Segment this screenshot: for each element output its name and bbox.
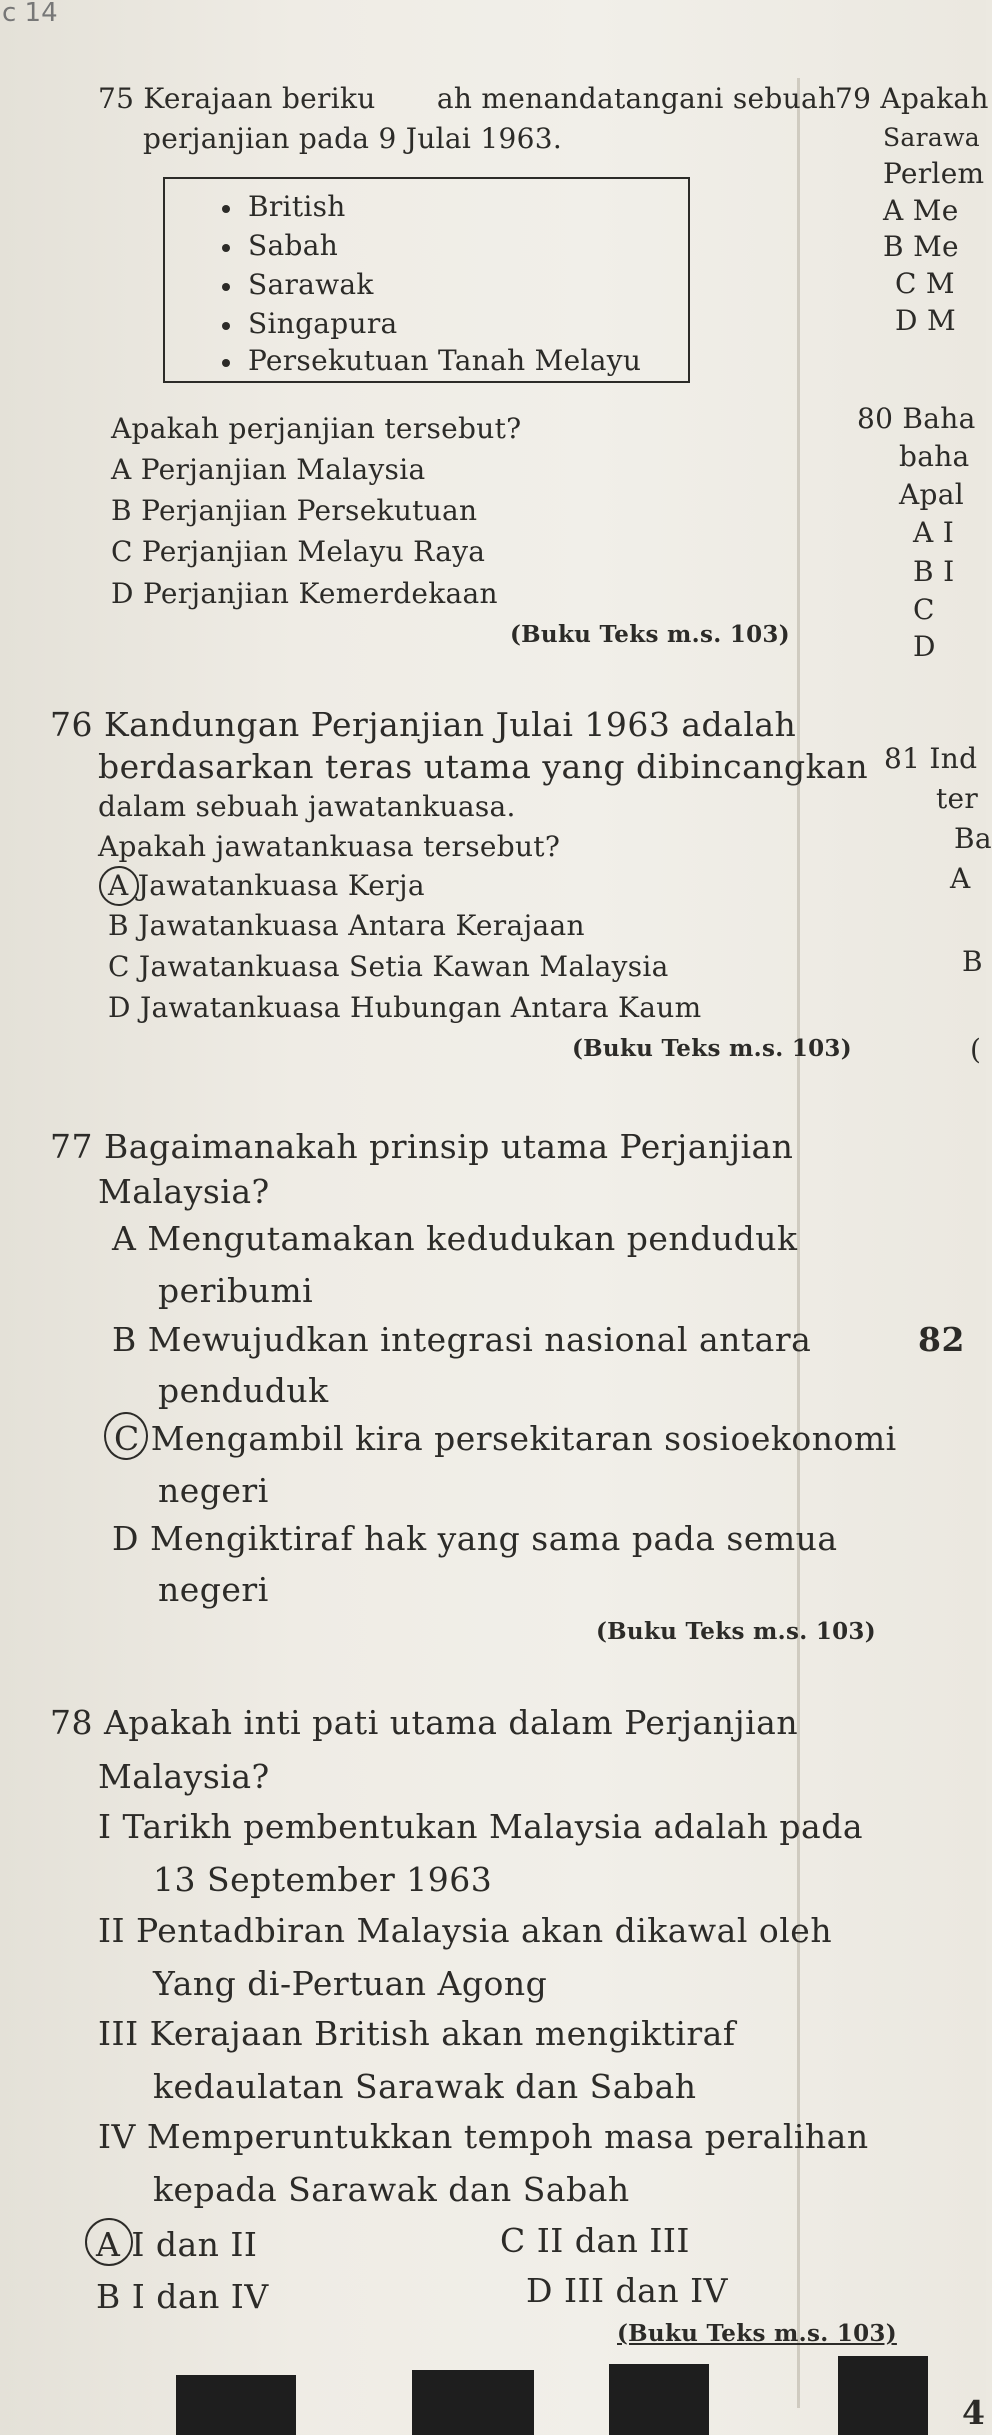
q75-source: (Buku Teks m.s. 103) (510, 621, 790, 648)
q78-statement-2-cont: Yang di-Pertuan Agong (153, 1964, 548, 2003)
q76-source: (Buku Teks m.s. 103) (572, 1035, 852, 1062)
q76-question: Apakah jawatankuasa tersebut? (98, 830, 561, 863)
q81-option-b[interactable]: B (962, 945, 983, 978)
q77-line1: 77 Bagaimanakah prinsip utama Perjanjian (50, 1127, 794, 1166)
bullet-icon (222, 205, 230, 213)
q81-line1: 81 Ind (884, 742, 978, 775)
q77-option-d-cont: negeri (158, 1570, 269, 1609)
q75-option-a[interactable]: A Perjanjian Malaysia (111, 453, 426, 486)
q78-statement-1: I Tarikh pembentukan Malaysia adalah pada (98, 1807, 864, 1846)
q77-option-a-cont: peribumi (158, 1271, 314, 1310)
q79-line3: Perlem (883, 157, 985, 190)
page-number: 4 (962, 2393, 986, 2432)
bottom-tab (609, 2364, 709, 2435)
q78-statement-4-cont: kepada Sarawak dan Sabah (153, 2170, 630, 2209)
q80-line1: 80 Baha (857, 402, 976, 435)
q79-option-a[interactable]: A Me (883, 194, 959, 227)
q80-line2: baha (899, 440, 970, 473)
q79-line2: Sarawa (883, 123, 980, 152)
bottom-tab (176, 2375, 296, 2435)
q76-option-a[interactable]: A Jawatankuasa Kerja (108, 869, 425, 902)
bullet-icon (222, 244, 230, 252)
q76-line3: dalam sebuah jawatankuasa. (98, 790, 516, 823)
q79-option-c[interactable]: C M (895, 267, 955, 300)
q75-option-c[interactable]: C Perjanjian Melayu Raya (111, 535, 486, 568)
q75-box-item: Sabah (222, 232, 338, 260)
q81-line2: ter (936, 782, 979, 815)
q79-line1: 79 Apakah (835, 82, 989, 115)
q77-option-b[interactable]: B Mewujudkan integrasi nasional antara (112, 1320, 812, 1359)
q79-option-d[interactable]: D M (895, 304, 956, 337)
q75-line1: 75 Kerajaan beriku ah menandatangani sebuah (98, 82, 837, 115)
q77-line2: Malaysia? (98, 1172, 270, 1211)
q81-line3: Ba (954, 822, 992, 855)
q75-box-item: Sarawak (222, 271, 374, 299)
q80-option-b[interactable]: B I (913, 555, 955, 588)
q75-box-item: Persekutuan Tanah Melayu (222, 347, 641, 375)
q78-source: (Buku Teks m.s. 103) (617, 2320, 897, 2347)
bullet-icon (222, 359, 230, 367)
q77-source: (Buku Teks m.s. 103) (596, 1618, 876, 1645)
q81-option-c[interactable]: ( (970, 1033, 982, 1066)
q81-option-a[interactable]: A (950, 862, 971, 895)
bottom-tab (838, 2356, 928, 2435)
q75-option-b[interactable]: B Perjanjian Persekutuan (111, 494, 478, 527)
corner-handwriting: c 14 (2, 0, 58, 28)
q78-option-d[interactable]: D III dan IV (526, 2271, 728, 2310)
q77-option-d[interactable]: D Mengiktiraf hak yang sama pada semua (112, 1519, 838, 1558)
q80-option-c[interactable]: C (913, 593, 935, 626)
q77-option-c-cont: negeri (158, 1471, 269, 1510)
q77-option-b-cont: penduduk (158, 1371, 329, 1410)
q80-option-d[interactable]: D (913, 630, 936, 663)
q75-option-d[interactable]: D Perjanjian Kemerdekaan (111, 577, 498, 610)
q76-option-d[interactable]: D Jawatankuasa Hubungan Antara Kaum (108, 991, 702, 1024)
q78-option-a[interactable]: A I dan II (96, 2225, 258, 2264)
q82-number: 82 (918, 1320, 965, 1359)
q78-statement-3: III Kerajaan British akan mengiktiraf (98, 2014, 736, 2053)
q78-statement-1-cont: 13 September 1963 (153, 1860, 493, 1899)
q80-line3: Apal (899, 478, 964, 511)
q76-line2: berdasarkan teras utama yang dibincangkan (98, 747, 869, 786)
q77-option-a[interactable]: A Mengutamakan kedudukan penduduk (112, 1219, 798, 1258)
bullet-icon (222, 322, 230, 330)
q78-line1: 78 Apakah inti pati utama dalam Perjanjian (50, 1703, 799, 1742)
bullet-icon (222, 283, 230, 291)
q77-option-c[interactable]: C Mengambil kira persekitaran sosioekonomi (114, 1419, 897, 1458)
q75-question: Apakah perjanjian tersebut? (111, 412, 522, 445)
q80-option-a[interactable]: A I (913, 516, 955, 549)
q78-statement-3-cont: kedaulatan Sarawak dan Sabah (153, 2067, 697, 2106)
q78-line2: Malaysia? (98, 1757, 270, 1796)
q75-box-item: Singapura (222, 310, 398, 338)
q76-option-b[interactable]: B Jawatankuasa Antara Kerajaan (108, 909, 585, 942)
bottom-tab (412, 2370, 534, 2435)
q78-statement-2: II Pentadbiran Malaysia akan dikawal oleh (98, 1911, 833, 1950)
q79-option-b[interactable]: B Me (883, 230, 959, 263)
q75-box-item: British (222, 193, 346, 221)
q75-line2: perjanjian pada 9 Julai 1963. (143, 122, 563, 155)
q78-statement-4: IV Memperuntukkan tempoh masa peralihan (98, 2117, 869, 2156)
q78-option-b[interactable]: B I dan IV (96, 2277, 269, 2316)
q78-option-c[interactable]: C II dan III (500, 2221, 690, 2260)
q76-line1: 76 Kandungan Perjanjian Julai 1963 adalah (50, 705, 797, 744)
q76-option-c[interactable]: C Jawatankuasa Setia Kawan Malaysia (108, 950, 669, 983)
